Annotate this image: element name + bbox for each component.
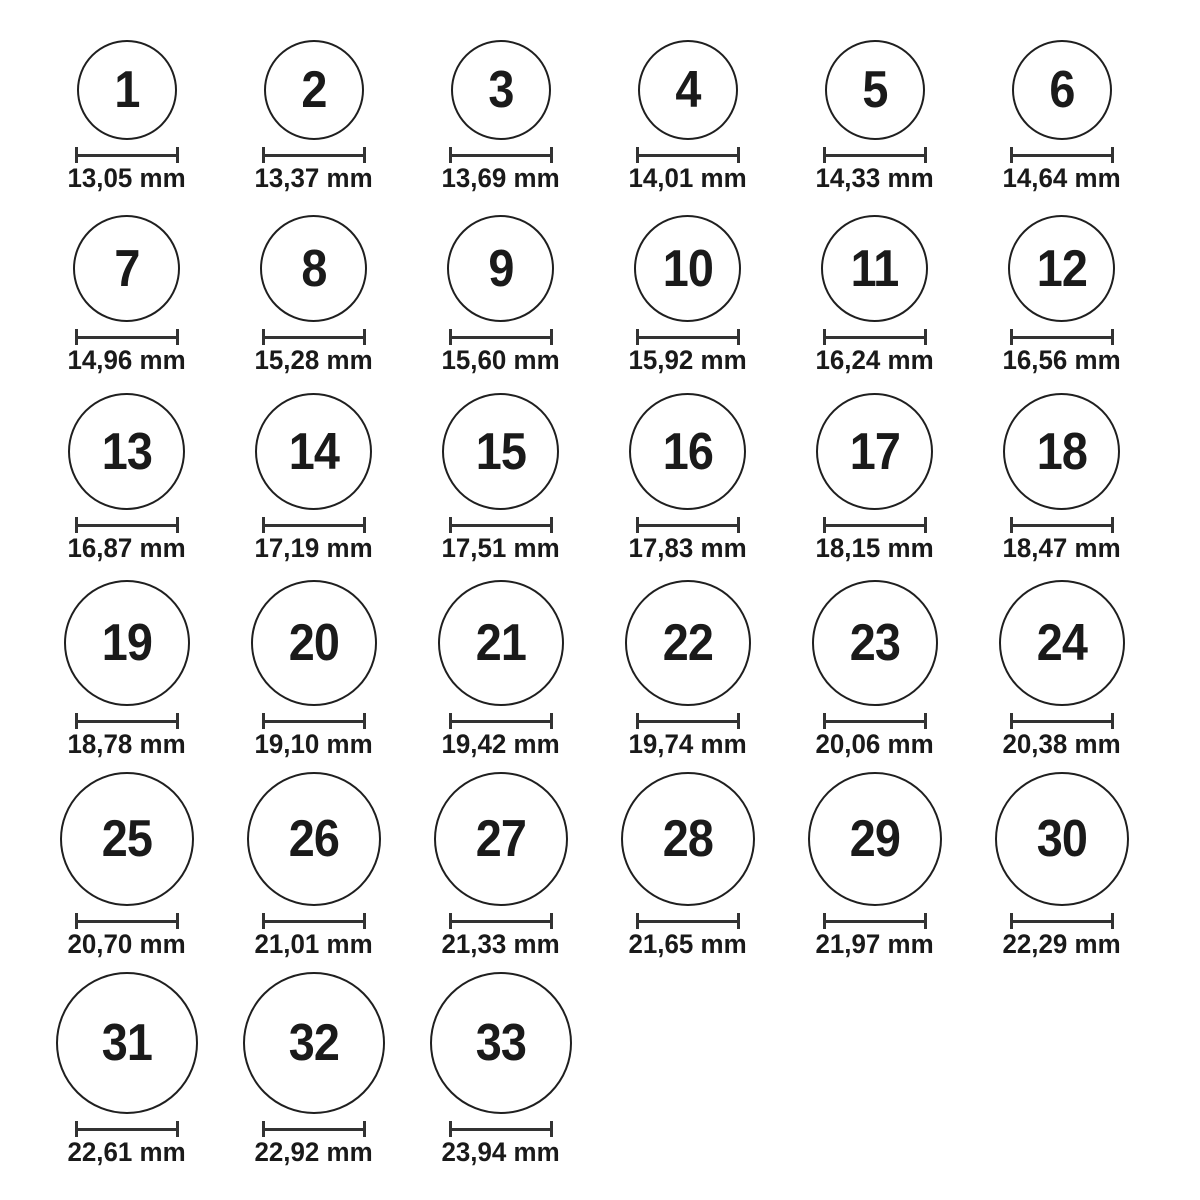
ring-circle bbox=[812, 580, 938, 706]
measure-tick-right-icon bbox=[1111, 713, 1114, 729]
diameter-measure-line bbox=[1010, 329, 1114, 345]
diameter-label: 21,97 mm bbox=[815, 929, 934, 959]
measure-bar bbox=[637, 154, 739, 157]
measure-bar bbox=[263, 524, 365, 527]
ring-size-cell bbox=[407, 40, 594, 191]
ring-circle bbox=[68, 393, 185, 510]
ring-size-cell bbox=[33, 772, 220, 957]
diameter-label: 13,69 mm bbox=[441, 163, 560, 193]
ring-size-number: 19 bbox=[101, 614, 152, 672]
ring-size-number: 10 bbox=[662, 239, 713, 298]
ring-circle bbox=[447, 215, 554, 322]
diameter-measure-line bbox=[75, 517, 179, 533]
measure-tick-right-icon bbox=[924, 713, 927, 729]
measure-tick-right-icon bbox=[1111, 517, 1114, 533]
measure-bar bbox=[1011, 524, 1113, 527]
diameter-measure-line bbox=[636, 913, 740, 929]
ring-circle bbox=[264, 40, 364, 140]
diameter-label: 22,61 mm bbox=[67, 1137, 186, 1167]
measure-bar bbox=[76, 336, 178, 339]
diameter-measure-line bbox=[449, 913, 553, 929]
ring-size-cell bbox=[220, 393, 407, 561]
ring-size-number: 15 bbox=[475, 422, 526, 481]
measure-bar bbox=[637, 524, 739, 527]
measure-tick-right-icon bbox=[176, 1121, 179, 1137]
ring-circle bbox=[260, 215, 367, 322]
ring-size-number: 14 bbox=[288, 422, 339, 481]
ring-size-cell bbox=[220, 772, 407, 957]
ring-size-number: 12 bbox=[1036, 239, 1087, 298]
measure-bar bbox=[637, 336, 739, 339]
diameter-measure-line bbox=[1010, 913, 1114, 929]
diameter-label: 21,65 mm bbox=[628, 929, 747, 959]
measure-bar bbox=[1011, 720, 1113, 723]
diameter-measure-line bbox=[75, 147, 179, 163]
ring-size-cell bbox=[407, 580, 594, 757]
ring-size-number: 7 bbox=[113, 239, 140, 298]
ring-size-number: 25 bbox=[101, 810, 152, 868]
diameter-label: 14,96 mm bbox=[67, 345, 186, 375]
diameter-label: 17,83 mm bbox=[628, 533, 747, 563]
ring-size-cell bbox=[220, 215, 407, 373]
ring-size-number: 17 bbox=[849, 422, 900, 481]
measure-bar bbox=[637, 720, 739, 723]
measure-bar bbox=[824, 154, 926, 157]
diameter-label: 17,51 mm bbox=[441, 533, 560, 563]
ring-size-cell bbox=[33, 393, 220, 561]
ring-size-cell bbox=[220, 972, 407, 1165]
ring-size-number: 13 bbox=[101, 422, 152, 481]
measure-bar bbox=[76, 524, 178, 527]
measure-tick-right-icon bbox=[176, 713, 179, 729]
ring-circle bbox=[1003, 393, 1120, 510]
ring-size-cell bbox=[781, 393, 968, 561]
measure-tick-right-icon bbox=[924, 517, 927, 533]
diameter-label: 22,29 mm bbox=[1002, 929, 1121, 959]
ring-size-cell bbox=[407, 772, 594, 957]
chart-row-5 bbox=[33, 772, 1155, 957]
diameter-measure-line bbox=[262, 913, 366, 929]
measure-bar bbox=[76, 154, 178, 157]
ring-circle bbox=[442, 393, 559, 510]
ring-size-cell bbox=[33, 40, 220, 191]
ring-circle bbox=[625, 580, 751, 706]
ring-size-number: 3 bbox=[487, 61, 514, 119]
ring-circle bbox=[64, 580, 190, 706]
ring-size-number: 33 bbox=[475, 1014, 526, 1072]
ring-size-cell bbox=[781, 580, 968, 757]
diameter-measure-line bbox=[449, 329, 553, 345]
diameter-label: 16,24 mm bbox=[815, 345, 934, 375]
ring-size-number: 2 bbox=[300, 61, 327, 119]
measure-tick-right-icon bbox=[737, 913, 740, 929]
ring-circle bbox=[73, 215, 180, 322]
measure-tick-right-icon bbox=[924, 913, 927, 929]
measure-bar bbox=[450, 920, 552, 923]
measure-bar bbox=[263, 920, 365, 923]
ring-circle bbox=[255, 393, 372, 510]
ring-size-cell bbox=[407, 972, 594, 1165]
measure-tick-right-icon bbox=[176, 517, 179, 533]
measure-tick-right-icon bbox=[363, 517, 366, 533]
measure-tick-right-icon bbox=[1111, 147, 1114, 163]
measure-tick-right-icon bbox=[176, 147, 179, 163]
measure-bar bbox=[637, 920, 739, 923]
diameter-measure-line bbox=[636, 713, 740, 729]
ring-size-number: 24 bbox=[1036, 614, 1087, 672]
ring-size-number: 20 bbox=[288, 614, 339, 672]
ring-size-number: 4 bbox=[674, 61, 701, 119]
diameter-label: 20,70 mm bbox=[67, 929, 186, 959]
measure-bar bbox=[1011, 336, 1113, 339]
measure-tick-right-icon bbox=[550, 329, 553, 345]
ring-size-number: 22 bbox=[662, 614, 713, 672]
ring-size-cell bbox=[407, 393, 594, 561]
ring-size-number: 30 bbox=[1036, 810, 1087, 868]
measure-bar bbox=[824, 920, 926, 923]
diameter-measure-line bbox=[823, 517, 927, 533]
diameter-label: 15,92 mm bbox=[628, 345, 747, 375]
measure-bar bbox=[1011, 920, 1113, 923]
diameter-measure-line bbox=[262, 713, 366, 729]
measure-bar bbox=[76, 920, 178, 923]
ring-size-number: 27 bbox=[475, 810, 526, 868]
ring-size-number: 6 bbox=[1048, 61, 1075, 119]
measure-tick-right-icon bbox=[737, 147, 740, 163]
ring-size-number: 21 bbox=[475, 614, 526, 672]
diameter-measure-line bbox=[262, 1121, 366, 1137]
diameter-label: 16,87 mm bbox=[67, 533, 186, 563]
ring-circle bbox=[438, 580, 564, 706]
ring-size-number: 23 bbox=[849, 614, 900, 672]
ring-size-cell bbox=[594, 393, 781, 561]
diameter-label: 18,78 mm bbox=[67, 729, 186, 759]
measure-tick-right-icon bbox=[550, 517, 553, 533]
measure-tick-right-icon bbox=[924, 147, 927, 163]
ring-size-number: 32 bbox=[288, 1014, 339, 1072]
measure-tick-right-icon bbox=[363, 713, 366, 729]
diameter-measure-line bbox=[449, 713, 553, 729]
measure-tick-right-icon bbox=[550, 713, 553, 729]
measure-bar bbox=[824, 524, 926, 527]
ring-circle bbox=[247, 772, 381, 906]
ring-size-cell bbox=[33, 972, 220, 1165]
ring-size-cell bbox=[594, 40, 781, 191]
diameter-label: 18,15 mm bbox=[815, 533, 934, 563]
ring-circle bbox=[816, 393, 933, 510]
diameter-measure-line bbox=[449, 517, 553, 533]
measure-tick-right-icon bbox=[550, 147, 553, 163]
diameter-label: 16,56 mm bbox=[1002, 345, 1121, 375]
diameter-label: 21,01 mm bbox=[254, 929, 373, 959]
diameter-measure-line bbox=[823, 329, 927, 345]
ring-circle bbox=[821, 215, 928, 322]
ring-size-cell bbox=[968, 772, 1155, 957]
ring-size-cell bbox=[594, 580, 781, 757]
measure-tick-right-icon bbox=[550, 1121, 553, 1137]
diameter-measure-line bbox=[75, 329, 179, 345]
measure-tick-right-icon bbox=[737, 329, 740, 345]
ring-size-cell bbox=[968, 580, 1155, 757]
ring-size-number: 1 bbox=[113, 61, 140, 119]
diameter-measure-line bbox=[75, 913, 179, 929]
diameter-label: 17,19 mm bbox=[254, 533, 373, 563]
diameter-measure-line bbox=[1010, 713, 1114, 729]
ring-size-cell bbox=[968, 215, 1155, 373]
measure-bar bbox=[450, 720, 552, 723]
ring-size-number: 31 bbox=[101, 1014, 152, 1072]
measure-tick-right-icon bbox=[1111, 913, 1114, 929]
ring-size-cell bbox=[594, 772, 781, 957]
measure-tick-right-icon bbox=[363, 913, 366, 929]
diameter-label: 14,64 mm bbox=[1002, 163, 1121, 193]
ring-circle bbox=[999, 580, 1125, 706]
diameter-label: 14,33 mm bbox=[815, 163, 934, 193]
ring-size-number: 18 bbox=[1036, 422, 1087, 481]
diameter-label: 19,10 mm bbox=[254, 729, 373, 759]
diameter-label: 21,33 mm bbox=[441, 929, 560, 959]
ring-size-cell bbox=[968, 40, 1155, 191]
diameter-measure-line bbox=[449, 147, 553, 163]
diameter-measure-line bbox=[262, 517, 366, 533]
diameter-measure-line bbox=[1010, 147, 1114, 163]
measure-tick-right-icon bbox=[737, 517, 740, 533]
ring-circle bbox=[995, 772, 1129, 906]
measure-bar bbox=[263, 154, 365, 157]
diameter-label: 18,47 mm bbox=[1002, 533, 1121, 563]
measure-bar bbox=[76, 1128, 178, 1131]
measure-bar bbox=[76, 720, 178, 723]
ring-circle bbox=[60, 772, 194, 906]
diameter-label: 20,38 mm bbox=[1002, 729, 1121, 759]
ring-size-cell bbox=[781, 772, 968, 957]
chart-row-4 bbox=[33, 580, 1155, 757]
chart-row-3 bbox=[33, 393, 1155, 561]
ring-circle bbox=[251, 580, 377, 706]
ring-circle bbox=[451, 40, 551, 140]
ring-size-number: 9 bbox=[487, 239, 514, 298]
ring-circle bbox=[243, 972, 385, 1114]
ring-size-cell bbox=[407, 215, 594, 373]
measure-tick-right-icon bbox=[363, 329, 366, 345]
ring-circle bbox=[434, 772, 568, 906]
diameter-measure-line bbox=[1010, 517, 1114, 533]
measure-bar bbox=[450, 524, 552, 527]
ring-circle bbox=[621, 772, 755, 906]
ring-circle bbox=[638, 40, 738, 140]
measure-bar bbox=[263, 720, 365, 723]
ring-size-cell bbox=[33, 580, 220, 757]
measure-tick-right-icon bbox=[1111, 329, 1114, 345]
ring-size-cell bbox=[220, 40, 407, 191]
diameter-measure-line bbox=[262, 147, 366, 163]
ring-size-number: 8 bbox=[300, 239, 327, 298]
ring-circle bbox=[1012, 40, 1112, 140]
ring-size-number: 29 bbox=[849, 810, 900, 868]
measure-tick-right-icon bbox=[363, 147, 366, 163]
measure-bar bbox=[824, 336, 926, 339]
ring-size-number: 26 bbox=[288, 810, 339, 868]
chart-row-6 bbox=[33, 972, 594, 1165]
measure-bar bbox=[450, 154, 552, 157]
measure-tick-right-icon bbox=[924, 329, 927, 345]
diameter-measure-line bbox=[823, 713, 927, 729]
diameter-label: 23,94 mm bbox=[441, 1137, 560, 1167]
ring-size-cell bbox=[781, 40, 968, 191]
chart-row-1 bbox=[33, 40, 1155, 191]
ring-circle bbox=[808, 772, 942, 906]
diameter-measure-line bbox=[75, 713, 179, 729]
measure-tick-right-icon bbox=[176, 913, 179, 929]
diameter-label: 20,06 mm bbox=[815, 729, 934, 759]
measure-bar bbox=[263, 1128, 365, 1131]
measure-bar bbox=[450, 336, 552, 339]
diameter-measure-line bbox=[75, 1121, 179, 1137]
measure-bar bbox=[1011, 154, 1113, 157]
measure-bar bbox=[263, 336, 365, 339]
diameter-label: 13,37 mm bbox=[254, 163, 373, 193]
ring-circle bbox=[629, 393, 746, 510]
diameter-label: 15,28 mm bbox=[254, 345, 373, 375]
ring-circle bbox=[634, 215, 741, 322]
chart-row-2 bbox=[33, 215, 1155, 373]
ring-size-cell bbox=[220, 580, 407, 757]
diameter-measure-line bbox=[823, 913, 927, 929]
ring-size-number: 28 bbox=[662, 810, 713, 868]
measure-tick-right-icon bbox=[550, 913, 553, 929]
diameter-label: 19,42 mm bbox=[441, 729, 560, 759]
ring-circle bbox=[430, 972, 572, 1114]
diameter-measure-line bbox=[449, 1121, 553, 1137]
diameter-measure-line bbox=[636, 329, 740, 345]
measure-bar bbox=[824, 720, 926, 723]
measure-tick-right-icon bbox=[737, 713, 740, 729]
ring-circle bbox=[825, 40, 925, 140]
ring-circle bbox=[56, 972, 198, 1114]
ring-size-cell bbox=[33, 215, 220, 373]
diameter-label: 13,05 mm bbox=[67, 163, 186, 193]
ring-size-number: 5 bbox=[861, 61, 888, 119]
ring-size-cell bbox=[968, 393, 1155, 561]
ring-size-cell bbox=[781, 215, 968, 373]
diameter-label: 22,92 mm bbox=[254, 1137, 373, 1167]
measure-bar bbox=[450, 1128, 552, 1131]
ring-size-number: 11 bbox=[850, 239, 899, 298]
ring-size-number: 16 bbox=[662, 422, 713, 481]
diameter-measure-line bbox=[823, 147, 927, 163]
diameter-measure-line bbox=[636, 147, 740, 163]
diameter-measure-line bbox=[262, 329, 366, 345]
ring-size-cell bbox=[594, 215, 781, 373]
measure-tick-right-icon bbox=[176, 329, 179, 345]
ring-circle bbox=[1008, 215, 1115, 322]
diameter-label: 15,60 mm bbox=[441, 345, 560, 375]
diameter-measure-line bbox=[636, 517, 740, 533]
measure-tick-right-icon bbox=[363, 1121, 366, 1137]
ring-circle bbox=[77, 40, 177, 140]
diameter-label: 14,01 mm bbox=[628, 163, 747, 193]
diameter-label: 19,74 mm bbox=[628, 729, 747, 759]
